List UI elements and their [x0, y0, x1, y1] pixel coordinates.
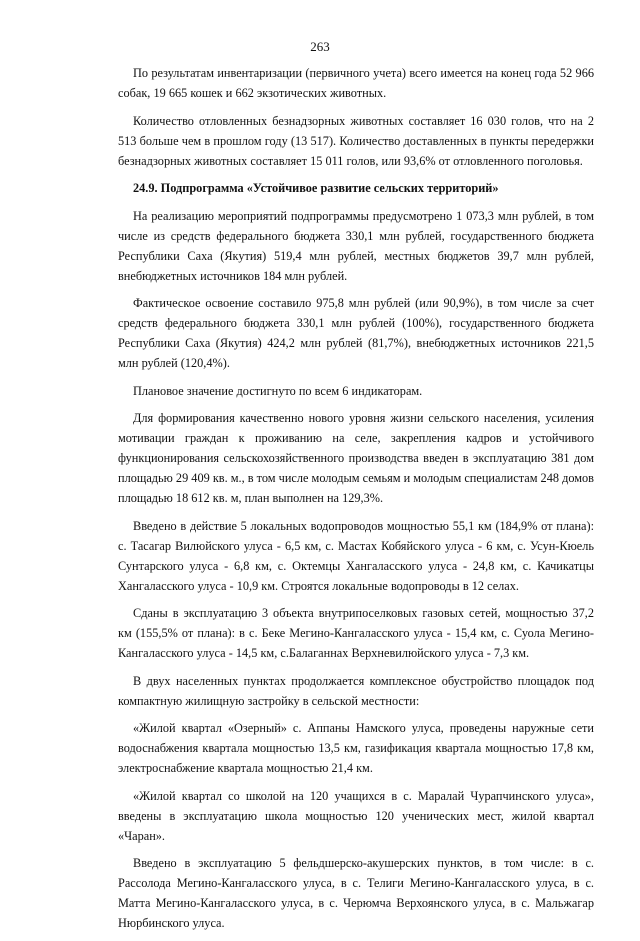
- paragraph-stray-animals: Количество отловленных безнадзорных животных составляет 16 030 голов, что на 2 513 больше чем в прошлом году (13 517). Количество доставленных в пункты передержки безнадзорных животных составляет 15 011 голов, или 93,6% от отловленного поголовья.: [118, 113, 594, 168]
- paragraph-school-quarter: «Жилой квартал со школой на 120 учащихся в с. Маралай Чурапчинского улуса», введены в эксплуатацию школа мощностью 120 ученических мест, жилой квартал «Чаран».: [118, 788, 594, 843]
- paragraph-ozerny-quarter: «Жилой квартал «Озерный» с. Аппаны Намского улуса, проведены наружные сети водоснабжения квартала мощностью 13,5 км, газификация квартала мощностью 17,8 км, электроснабжение квартала мощностью 21,4 км.: [118, 721, 594, 775]
- page-number: 263: [310, 39, 330, 54]
- paragraph-indicators: Плановое значение достигнуто по всем 6 индикаторам.: [133, 383, 423, 398]
- paragraph-medical-points: Введено в эксплуатацию 5 фельдшерско-акушерских пунктов, в том числе: в с. Рассолода Мегино-Кангаласского улуса, в с. Телиги Мегино-Кангаласского улуса, в с. Матта Мегино-Кангаласского улуса, в с. Черюмча Верхоянского улуса, в с. Мальжагар Нюрбинского улуса.: [118, 856, 594, 930]
- paragraph-housing: Для формирования качественно нового уровня жизни сельского населения, усиления мотивации граждан к проживанию на селе, закрепления кадров и устойчивого функционирования сельскохозяйственного производства введен в эксплуатацию 381 дом площадью 29 409 кв. м., в том числе молодым семьям и молодым специалистам 248 домов площадью 18 612 кв. м, план выполнен на 129,3%.: [118, 411, 594, 505]
- paragraph-compact-development: В двух населенных пунктах продолжается комплексное обустройство площадок под компактную жилищную застройку в сельской местности:: [118, 673, 594, 708]
- paragraph-water-supply: Введено в действие 5 локальных водопроводов мощностью 55,1 км (184,9% от плана): с. Тасагар Вилюйского улуса - 6,5 км, с. Мастах Кобяйского улуса - 6 км, с. Усун-Кюель Сунтарского улуса - 6,8 км, с. Октемцы Хангаласского улуса - 24,8 км, с. Качикатцы Хангаласского улуса - 10,9 км. Строятся локальные водопроводы в 12 селах.: [118, 518, 594, 593]
- paragraph-funding: На реализацию мероприятий подпрограммы предусмотрено 1 073,3 млн рублей, в том числе из средств федерального бюджета 330,1 млн рублей, государственного бюджета Республики Саха (Якутия) 519,4 млн рублей, местных бюджетов 39,7 млн рублей, внебюджетных источников 184 млн рублей.: [118, 208, 594, 283]
- section-heading: 24.9. Подпрограмма «Устойчивое развитие сельских территорий»: [133, 181, 499, 195]
- paragraph-gas-networks: Сданы в эксплуатацию 3 объекта внутрипоселковых газовых сетей, мощностью 37,2 км (155,5% от плана): в с. Беке Мегино-Кангаласского улуса - 15,4 км, с. Суола Мегино-Кангаласского улуса - 14,5 км, с.Балаганнах Верхневилюйского улуса - 7,3 км.: [118, 606, 594, 660]
- paragraph-inventory: По результатам инвентаризации (первичного учета) всего имеется на конец года 52 966 собак, 19 665 кошек и 662 экзотических животных.: [118, 66, 594, 100]
- paragraph-actual-spending: Фактическое освоение составило 975,8 млн рублей (или 90,9%), в том числе за счет средств федерального бюджета 330,1 млн рублей (100%), государственного бюджета Республики Саха (Якутия) 424,2 млн рублей (81,7%), внебюджетных источников 221,5 млн рублей (120,4%).: [118, 296, 594, 370]
- document-body: [118, 63, 594, 941]
